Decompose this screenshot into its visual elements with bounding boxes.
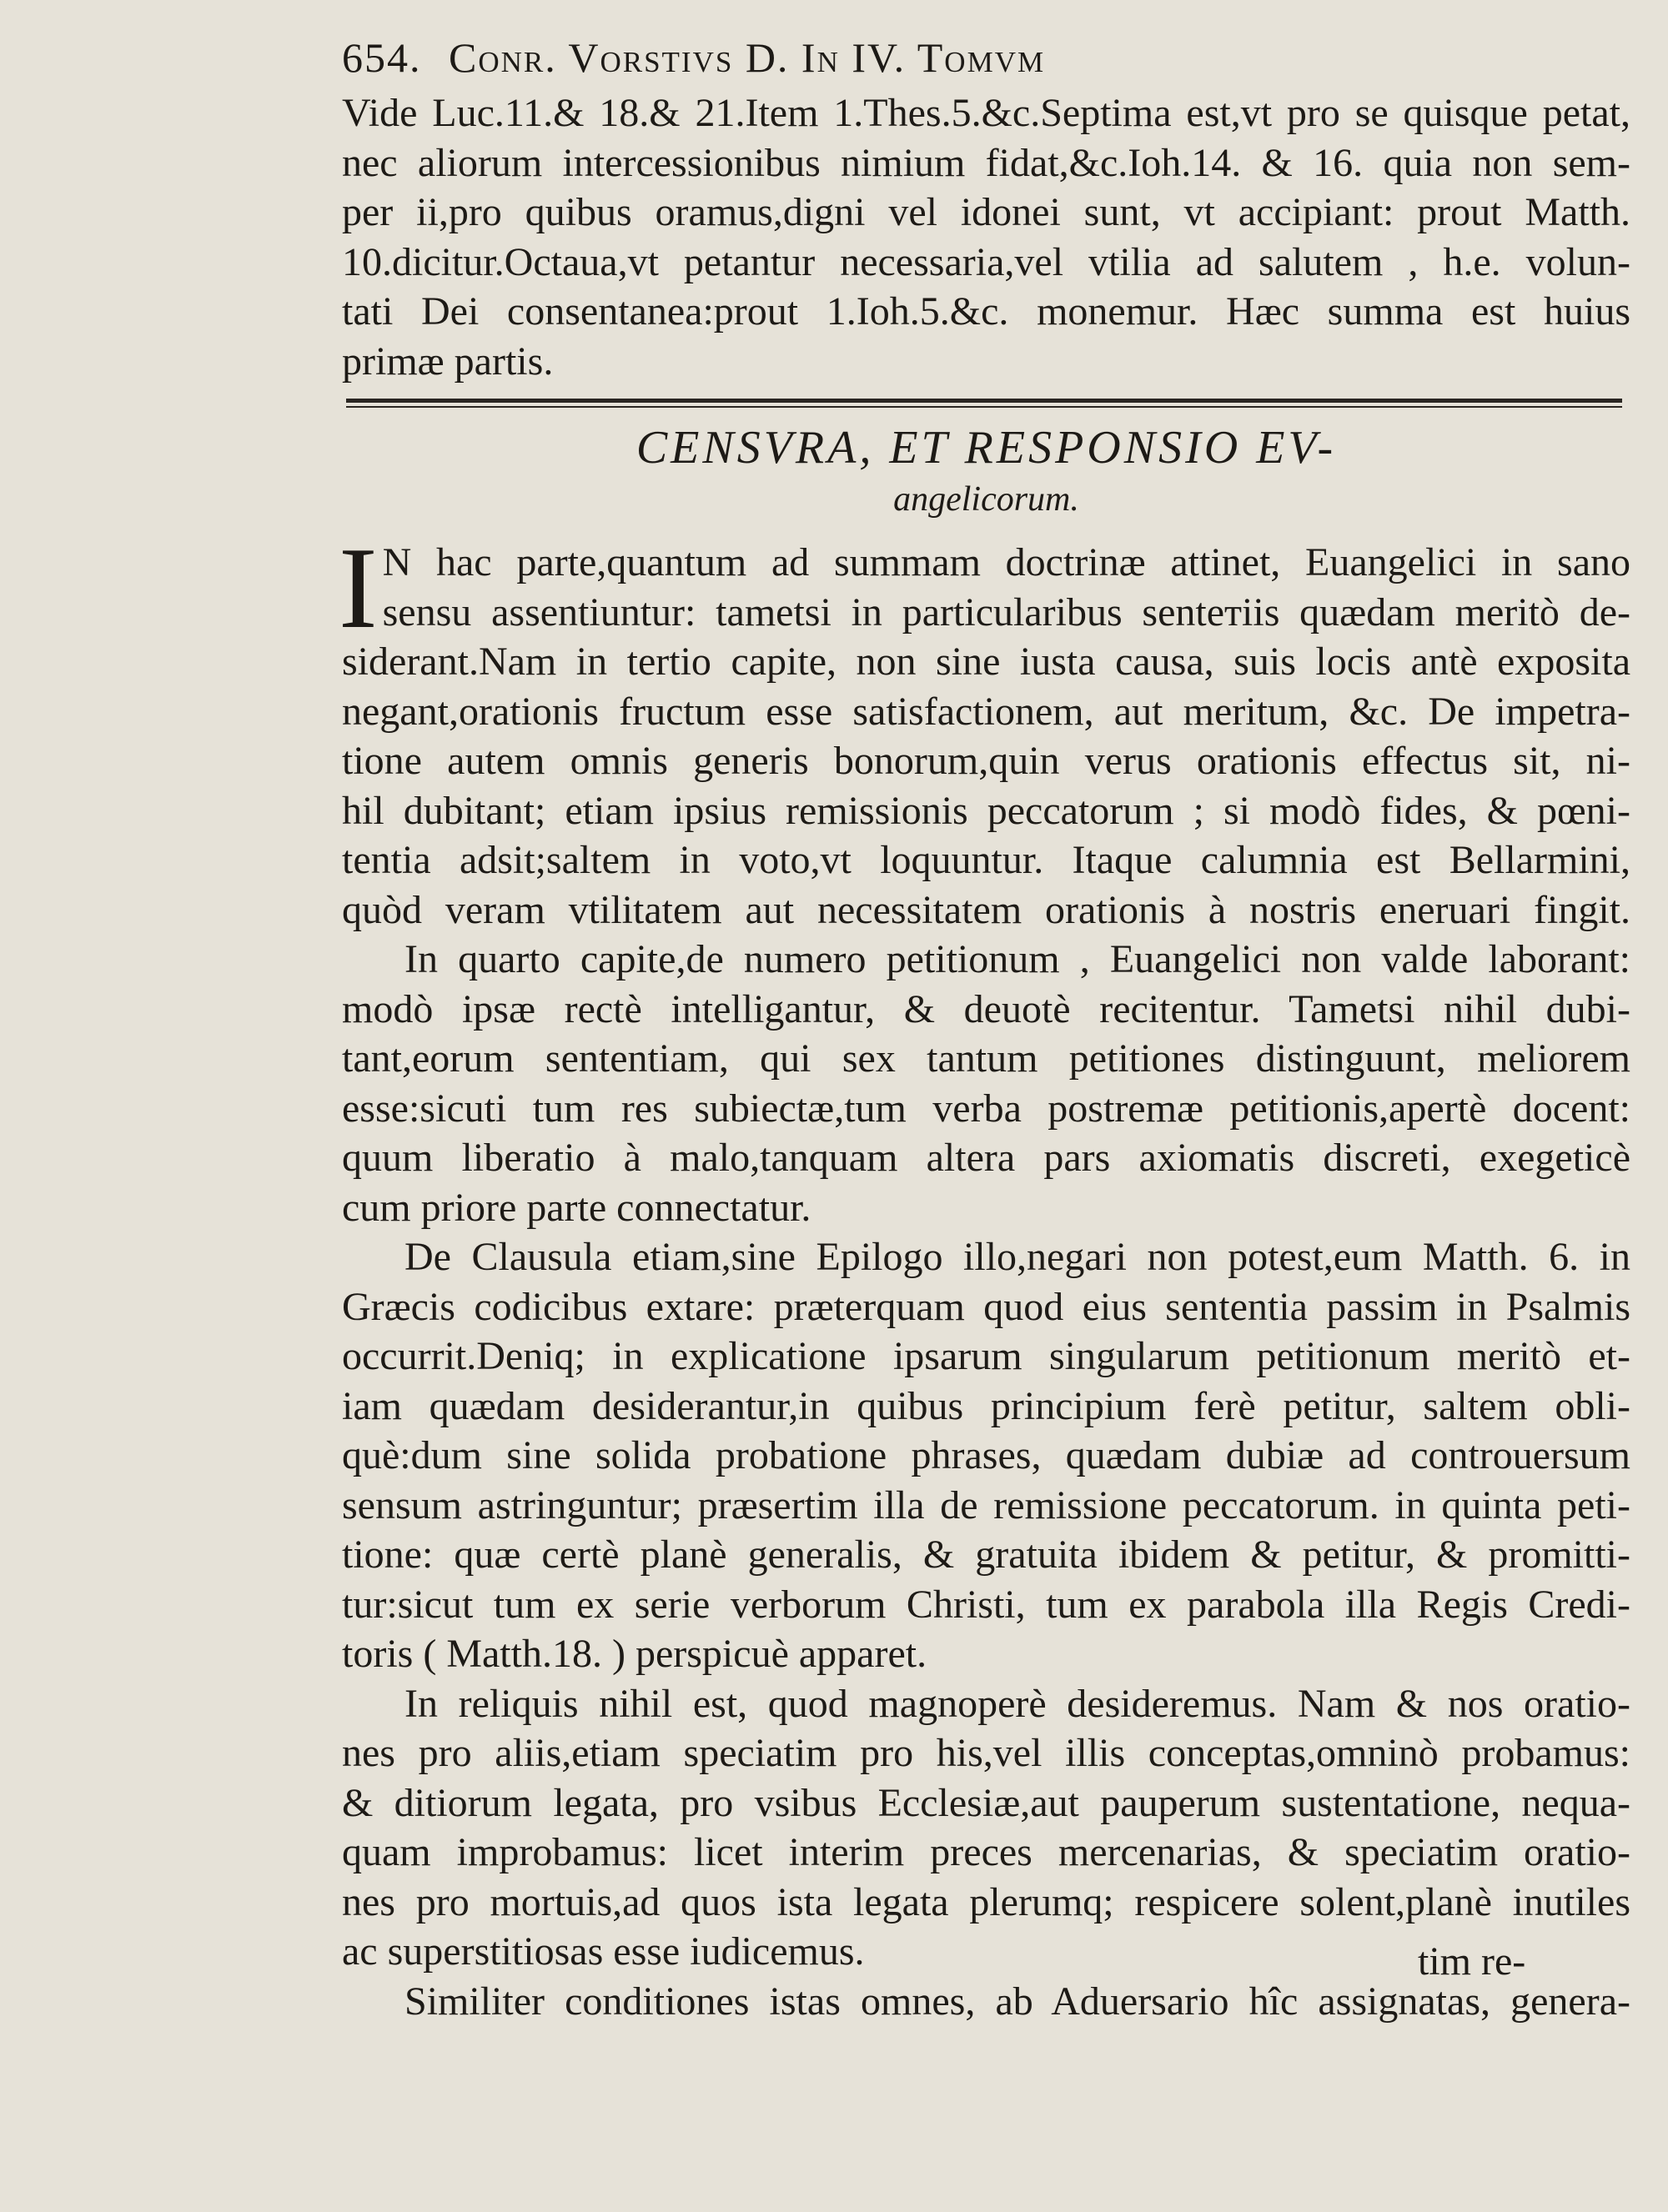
text-line: In quarto capite,de numero petitionum , Euangelici non valde laborant: <box>404 937 1630 981</box>
text-line: toris ( Matth.18. ) perspicuè apparet. <box>342 1632 927 1676</box>
text-line: negant,orationis fructum esse satisfactionem, aut meritum, &c. De impetra- <box>342 689 1630 734</box>
paragraph-4 <box>342 1679 1630 1977</box>
text-line: primæ partis. <box>342 339 554 384</box>
text-line: hil dubitant; etiam ipsius remissionis peccatorum ; si modò fides, & pœni- <box>342 788 1630 833</box>
page-number: 654. <box>342 34 422 81</box>
text-line: quam improbamus: licet interim preces mercenarias, & speciatim oratio- <box>342 1830 1630 1874</box>
paragraph-1 <box>339 524 1630 935</box>
paragraph-3 <box>342 1232 1630 1679</box>
text-line: De Clausula etiam,sine Epilogo illo,negari non potest,eum Matth. 6. in <box>404 1235 1630 1279</box>
text-line: iam quædam desiderantur,in quibus principium ferè petitur, saltem obli- <box>342 1383 1630 1428</box>
paragraph-2 <box>342 935 1630 1232</box>
text-line: sensu assentiuntur: tametsi in particularibus senteтiis quædam meritò de- <box>382 589 1630 635</box>
text-line: tentia adsit;saltem in voto,vt loquuntur. Itaque calumnia est Bellarmini, <box>342 838 1630 882</box>
text-line: quòd veram vtilitatem aut necessitatem orationis à nostris eneruari fingit. <box>342 887 1630 932</box>
text-line: 10.dicitur.Octaua,vt petantur necessaria,vel vtilia ad salutem , h.e. volun- <box>342 239 1630 284</box>
text-line: quum liberatio à malo,tanquam altera pars axiomatis discreti, exegeticè <box>342 1136 1630 1180</box>
text-line: per ii,pro quibus oramus,digni vel idonei sunt, vt accipiant: prout Matth. <box>342 190 1630 234</box>
text-line: In reliquis nihil est, quod magnoperè desideremus. Nam & nos oratio- <box>404 1681 1630 1726</box>
text-line: tati Dei consentanea:prout 1.Ioh.5.&c. monemur. Hæc summa est huius <box>342 289 1630 334</box>
text-line: occurrit.Deniq; in explicatione ipsarum singularum petitionum meritò et- <box>342 1334 1630 1378</box>
text-line: modò ipsæ rectè intelligantur, & deuotè recitentur. Tametsi nihil dubi- <box>342 986 1630 1031</box>
text-line: què:dum sine solida probatione phrases, quædam dubiæ ad controuersum <box>342 1433 1630 1477</box>
top-paragraph <box>342 88 1630 386</box>
catchword: tim re- <box>1418 1939 1526 1984</box>
drop-cap: I <box>339 524 378 653</box>
text-line: Similiter conditiones istas omnes, ab Aduersario hîc assignatas, genera- <box>404 1979 1630 2024</box>
main-text <box>339 524 1630 2026</box>
text-line: tant,eorum sententiam, qui sex tantum petitiones distinguunt, meliorem <box>342 1036 1630 1081</box>
text-line: Græcis codicibus extare: præterquam quod eius sententia passim in Psalmis <box>342 1284 1630 1329</box>
text-line: nes pro mortuis,ad quos ista legata plerumq; respicere solent,planè inutiles <box>342 1879 1630 1924</box>
text-line: ac superstitiosas esse iudicemus. <box>342 1929 865 1974</box>
text-line: esse:sicuti tum res subiectæ,tum verba postremæ petitionis,apertè docent: <box>342 1086 1630 1131</box>
section-title-continuation: angelicorum. <box>893 480 1079 519</box>
text-line: nes pro aliis,etiam speciatim pro his,vel illis conceptas,omninò probamus: <box>342 1731 1630 1775</box>
section-divider <box>346 399 1622 408</box>
text-line: sensum astringuntur; præsertim illa de remissione peccatorum. in quinta peti- <box>342 1482 1630 1527</box>
section-title: CENSVRA, ET RESPONSIO EV- <box>636 422 1337 474</box>
text-line: cum priore parte connectatur. <box>342 1185 811 1230</box>
text-line: nec aliorum intercessionibus nimium fidat,&c.Ioh.14. & 16. quia non sem- <box>342 140 1630 185</box>
text-line: Vide Luc.11.& 18.& 21.Item 1.Thes.5.&c.Septima est,vt pro se quisque petat, <box>342 91 1630 135</box>
running-head: Conr. Vorstivs D. In IV. Tomvm <box>449 34 1046 81</box>
text-line: & ditiorum legata, pro vsibus Ecclesiæ,aut pauperum sustentatione, nequa- <box>342 1780 1630 1825</box>
text-line: N hac parte,quantum ad summam doctrinæ attinet, Euangelici in sano <box>382 540 1630 584</box>
text-line: siderant.Nam in tertio capite, non sine iusta causa, suis locis antè exposita <box>342 640 1630 684</box>
text-line: tione: quæ certè planè generalis, & gratuita ibidem & petitur, & promitti- <box>342 1532 1630 1577</box>
text-line: tione autem omnis generis bonorum,quin verus orationis effectus sit, ni- <box>342 739 1630 783</box>
text-line: tur:sicut tum ex serie verborum Christi, tum ex parabola illa Regis Credi- <box>342 1582 1630 1627</box>
